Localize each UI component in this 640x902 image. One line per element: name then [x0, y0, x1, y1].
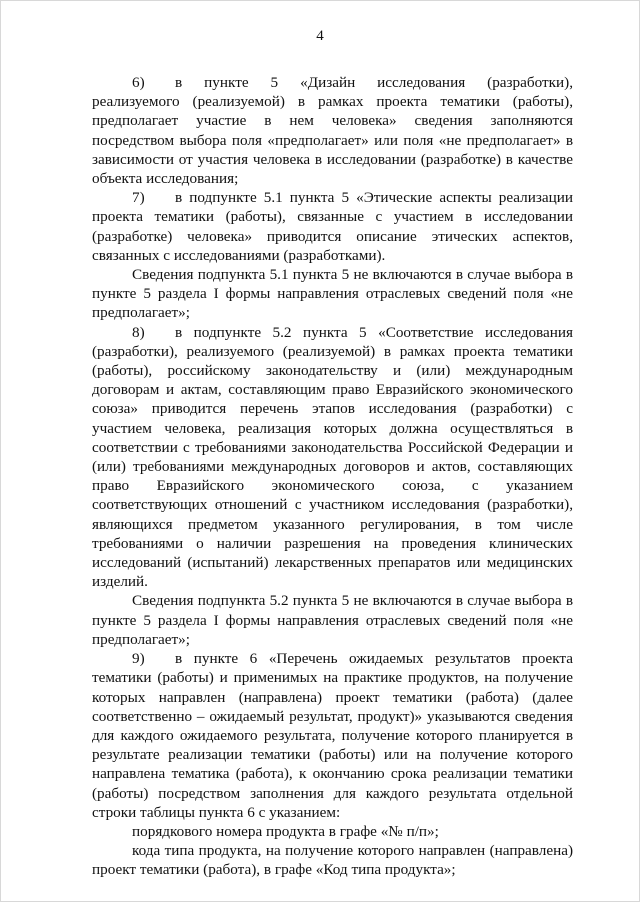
paragraph-item-6: 6) в пункте 5 «Дизайн исследования (разработки), реализуемого (реализуемой) в рамках проекта тематики (работы), предполагает участие в нем человека» сведения заполняются посредством выбора поля «предполагает» или поля «не предполагает» в зависимости от участия человека в исследовании (разработке) в качестве объекта исследования;: [92, 74, 573, 188]
page-number: 4: [316, 28, 324, 44]
paragraph-item-9: 9) в пункте 6 «Перечень ожидаемых результатов проекта тематики (работы) и применимых на практике продуктов, на получение которых направлен (направлена) проект тематики (работа) (далее соответственно – ожидаемый результат, продукт)» указываются сведения для каждого ожидаемого результата, получение которого планируется в результате реализации тематики (работы) или на получение которого направлена тематика (работа), к окончанию срока реализации тематики (работы) посредством заполнения для каждого результата отдельной строки таблицы пункта 6 с указанием:: [92, 650, 573, 821]
paragraph-note-5-1: Сведения подпункта 5.1 пункта 5 не включаются в случае выбора в пункте 5 раздела I формы направления отраслевых сведений поля «не предполагает»;: [92, 266, 573, 322]
paragraph-note-5-2: Сведения подпункта 5.2 пункта 5 не включаются в случае выбора в пункте 5 раздела I формы направления отраслевых сведений поля «не предполагает»;: [92, 592, 573, 648]
paragraph-item-7: 7) в подпункте 5.1 пункта 5 «Этические аспекты реализации проекта тематики (работы), связанные с участием в исследовании (разработке) человека» приводится описание этических аспектов, связанных с исследованиями (разработками).: [92, 189, 573, 264]
paragraph-product-number: порядкового номера продукта в графе «№ п/п»;: [132, 822, 439, 840]
document-body: [92, 73, 573, 880]
paragraph-product-type-code: кода типа продукта, на получение которого направлен (направлена) проект тематики (работа), в графе «Код типа продукта»;: [92, 842, 573, 879]
paragraph-item-8: 8) в подпункте 5.2 пункта 5 «Соответствие исследования (разработки), реализуемого (реализуемой) в рамках проекта тематики (работы), российскому законодательству и (или) международным договорам и актам, составляющим право Евразийского экономического союза» приводится перечень этапов исследования (разработки) с участием человека, реализация которых должна осуществляться в соответствии с требованиями законодательства Российской Федерации и (или) требованиями международных договоров и актов, составляющих право Евразийского экономического союза, с указанием соответствующих отношений с участником исследования (разработки), являющихся предметом указанного регулирования, в том числе требованиями о наличии разрешения на проведения клинических исследований (испытаний) лекарственных препаратов или медицинских изделий.: [92, 323, 573, 591]
